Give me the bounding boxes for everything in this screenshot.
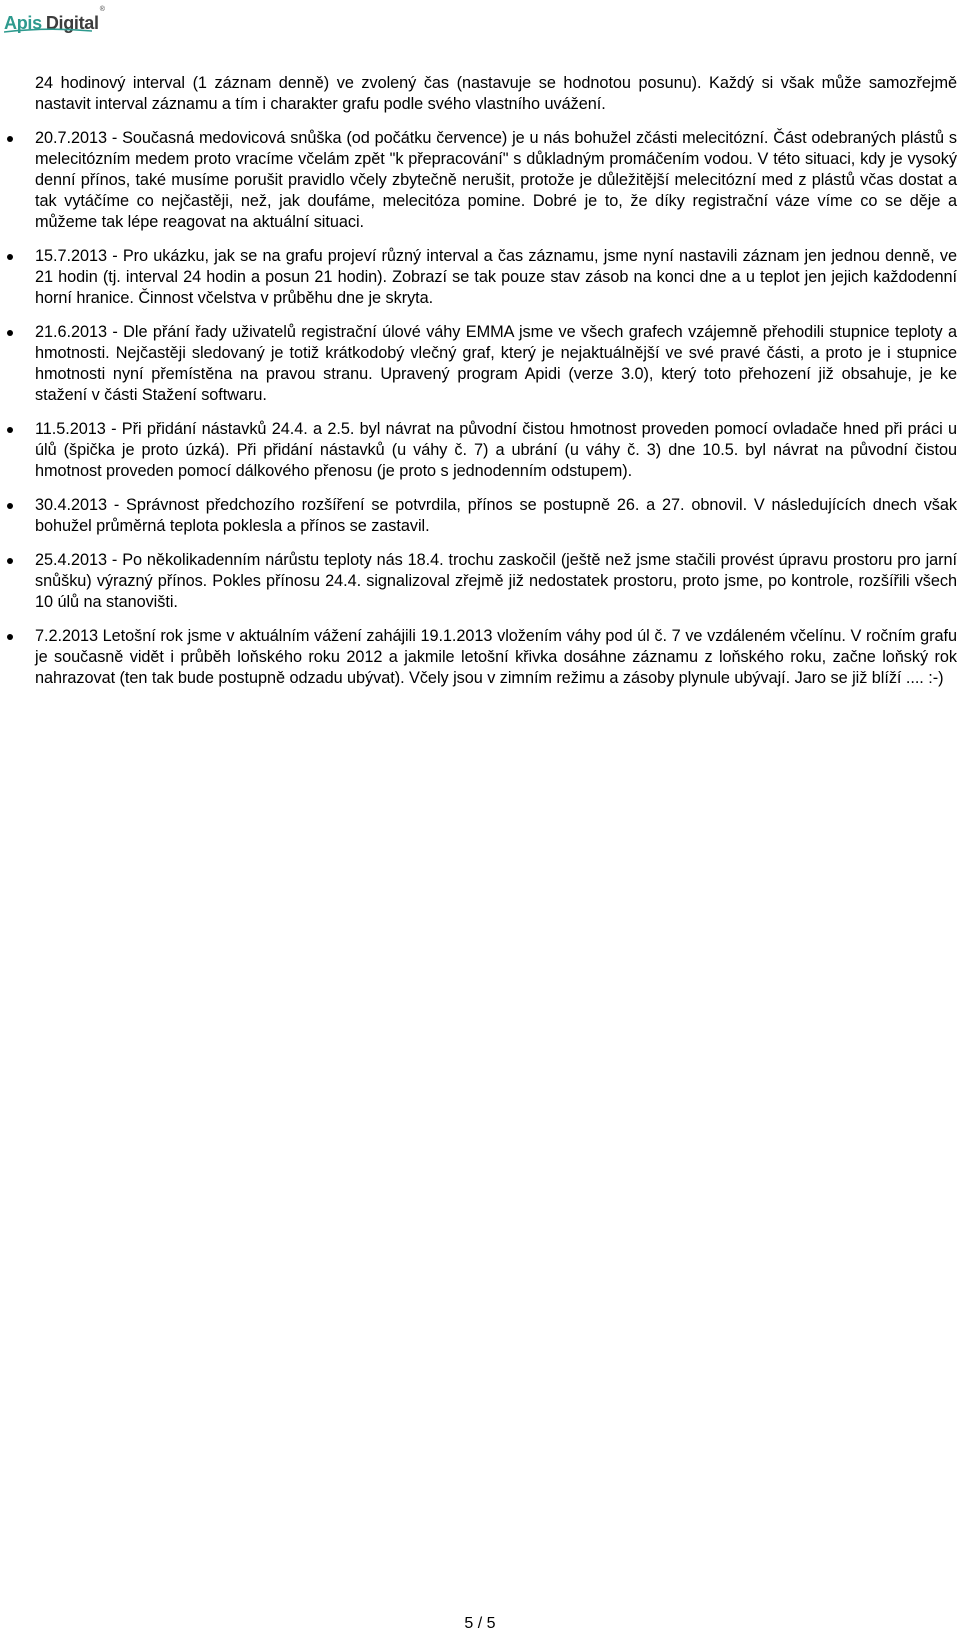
logo-registered-mark: ®	[99, 6, 105, 13]
bullet-icon	[7, 330, 13, 336]
list-item-text: 25.4.2013 - Po několikadenním nárůstu teploty nás 18.4. trochu zaskočil (ještě než jsme stačili provést úpravu prostoru pro jarní snůšku) výrazný přínos. Pokles přínosu 24.4. signalizoval zřejmě již nedostatek prostoru, proto jsme, po kontrole, rozšířili všech 10 úlů na stanovišti.	[35, 551, 957, 611]
list-item-text: 15.7.2013 - Pro ukázku, jak se na grafu projeví různý interval a čas záznamu, jsme nyní nastavili záznam jen jednou denně, ve 21 hodin (tj. interval 24 hodin a posun 21 hodin). Zobrazí se tak pouze stav zásob na konci dne a u teplot jen jejich každodenní horní hranice. Činnost včelstva v průběhu dne je skryta.	[35, 247, 957, 307]
logo-text-digital: Digital	[45, 13, 99, 33]
list-item	[35, 550, 957, 613]
list-item	[35, 419, 957, 482]
list-item-text: 30.4.2013 - Správnost předchozího rozšíření se potvrdila, přínos se postupně 26. a 27. obnovil. V následujících dnech však bohužel průměrná teplota poklesla a přínos se zastavil.	[35, 496, 957, 535]
bullet-icon	[7, 136, 13, 142]
list-item	[35, 128, 957, 233]
list-item	[35, 322, 957, 406]
bullet-icon	[7, 558, 13, 564]
logo-swoosh-icon	[4, 28, 92, 33]
news-list	[35, 128, 957, 689]
page-number: 5 / 5	[464, 1615, 496, 1632]
list-item-text: 7.2.2013 Letošní rok jsme v aktuálním vážení zahájili 19.1.2013 vložením váhy pod úl č. 7 ve vzdáleném včelínu. V ročním grafu je současně vidět i průběh loňského roku 2012 a jakmile letošní křivka dosáhne záznamu z loňského roku, začne loňský rok nahrazovat (ten tak bude postupně odzadu ubývat). Včely jsou v zimním režimu a zásoby plynule ubývají. Jaro se již blíží .... :-)	[35, 627, 957, 687]
list-item	[35, 246, 957, 309]
list-item	[35, 495, 957, 537]
list-item-text: 20.7.2013 - Současná medovicová snůška (od počátku července) je u nás bohužel zčásti melecitózní. Část odebraných plástů s melecitózním medem proto vracíme včelám zpět "k přepracování" s důkladným promáčením vodou. V této situaci, kdy je vysoký denní přínos, také musíme porušit pravidlo včely zbytečně nerušit, protože je důležitější melecitózní med z plástů včas dostat a tak vytáčíme co nejčastěji, než, jak doufáme, melecitóza pomine. Dobré je to, že díky registrační váze víme co se děje a můžeme tak lépe reagovat na aktuální situaci.	[35, 129, 957, 231]
logo-text-apis: Apis	[4, 13, 42, 33]
bullet-icon	[7, 634, 13, 640]
list-item-text: 11.5.2013 - Při přidání nástavků 24.4. a 2.5. byl návrat na původní čistou hmotnost proveden pomocí ovladače hned při práci u úlů (špička je proto úzká). Při přidání nástavků (u váhy č. 7) a ubrání (u váhy č. 3) dne 10.5. byl návrat na původní čistou hmotnost proveden pomocí dálkového přenosu (je proto s jednodenním odstupem).	[35, 420, 957, 480]
list-item	[35, 626, 957, 689]
list-item-text: 21.6.2013 - Dle přání řady uživatelů registrační úlové váhy EMMA jsme ve všech grafech vzájemně přehodili stupnice teploty a hmotnosti. Nejčastěji sledovaný je totiž krátkodobý vlečný graf, který je nejaktuálnější ve své pravé části, a proto je i stupnice hmotnosti nyní přemístěna na pravou stranu. Upravený program Apidi (verze 3.0), který toto přehození již obsahuje, je ke stažení v části Stažení softwaru.	[35, 323, 957, 404]
bullet-icon	[7, 427, 13, 433]
document-body	[35, 73, 957, 702]
bullet-icon	[7, 503, 13, 509]
bullet-icon	[7, 254, 13, 260]
intro-paragraph: 24 hodinový interval (1 záznam denně) ve zvolený čas (nastavuje se hodnotou posunu). Každý si však může samozřejmě nastavit interval záznamu a tím i charakter grafu podle svého vlastního uvážení.	[35, 74, 957, 113]
